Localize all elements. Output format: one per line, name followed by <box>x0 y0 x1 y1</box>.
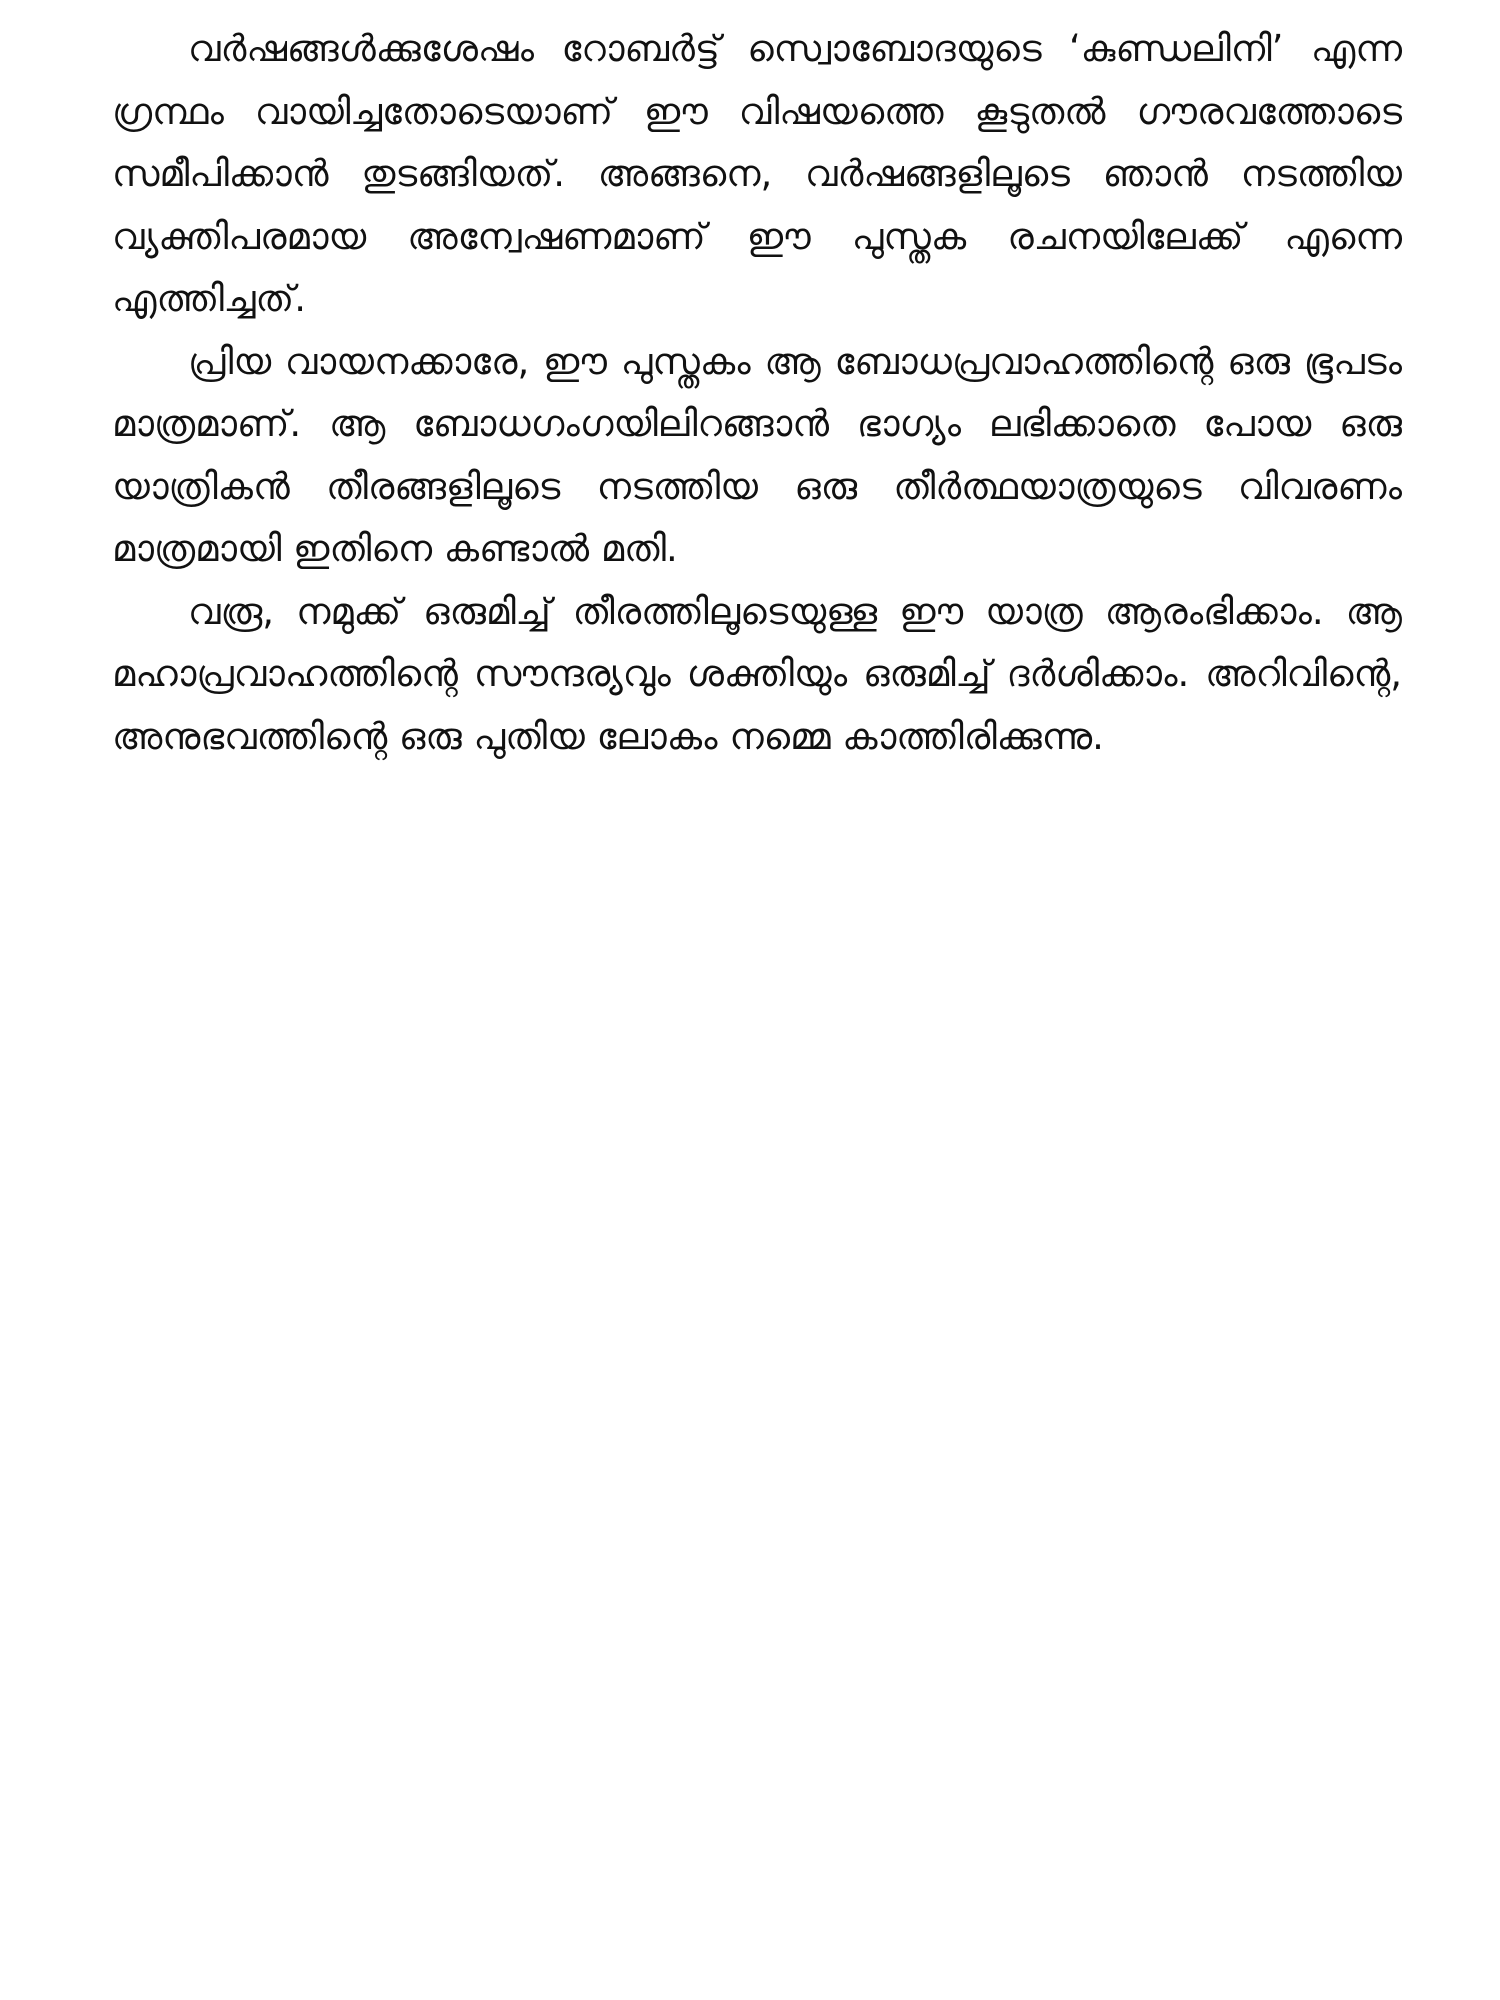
paragraph-1: വർഷങ്ങൾക്കുശേഷം റോബർട്ട് സ്വൊബോദയുടെ ‘കുണ്ഡലിനി’ എന്ന ഗ്രന്ഥം വായിച്ചതോടെയാണ് ഈ വിഷയത്തെ കൂടുതൽ ഗൗരവത്തോടെ സമീപിക്കാൻ തുടങ്ങിയത്. അങ്ങനെ, വർഷങ്ങളിലൂടെ ഞാൻ നടത്തിയ വ്യക്തിപരമായ അന്വേഷണമാണ് ഈ പുസ്തക രചനയിലേക്ക് എന്നെ എത്തിച്ചത്. <box>112 27 1402 320</box>
paragraph-3: വരൂ, നമുക്ക് ഒരുമിച്ച് തീരത്തിലൂടെയുള്ള ഈ യാത്ര ആരംഭിക്കാം. ആ മഹാപ്രവാഹത്തിന്റെ സൗന്ദര്യവും ശക്തിയും ഒരുമിച്ച് ദർശിക്കാം. അറിവിന്റെ, അനുഭവത്തിന്റെ ഒരു പുതിയ ലോകം നമ്മെ കാത്തിരിക്കുന്നു. <box>112 589 1402 758</box>
body-text <box>112 18 1402 768</box>
paragraph-2: പ്രിയ വായനക്കാരേ, ഈ പുസ്തകം ആ ബോധപ്രവാഹത്തിന്റെ ഒരു ഭൂപടം മാത്രമാണ്. ആ ബോധഗംഗയിലിറങ്ങാൻ ഭാഗ്യം ലഭിക്കാതെ പോയ ഒരു യാത്രികൻ തീരങ്ങളിലൂടെ നടത്തിയ ഒരു തീർത്ഥയാത്രയുടെ വിവരണം മാത്രമായി ഇതിനെ കണ്ടാൽ മതി. <box>112 339 1402 570</box>
